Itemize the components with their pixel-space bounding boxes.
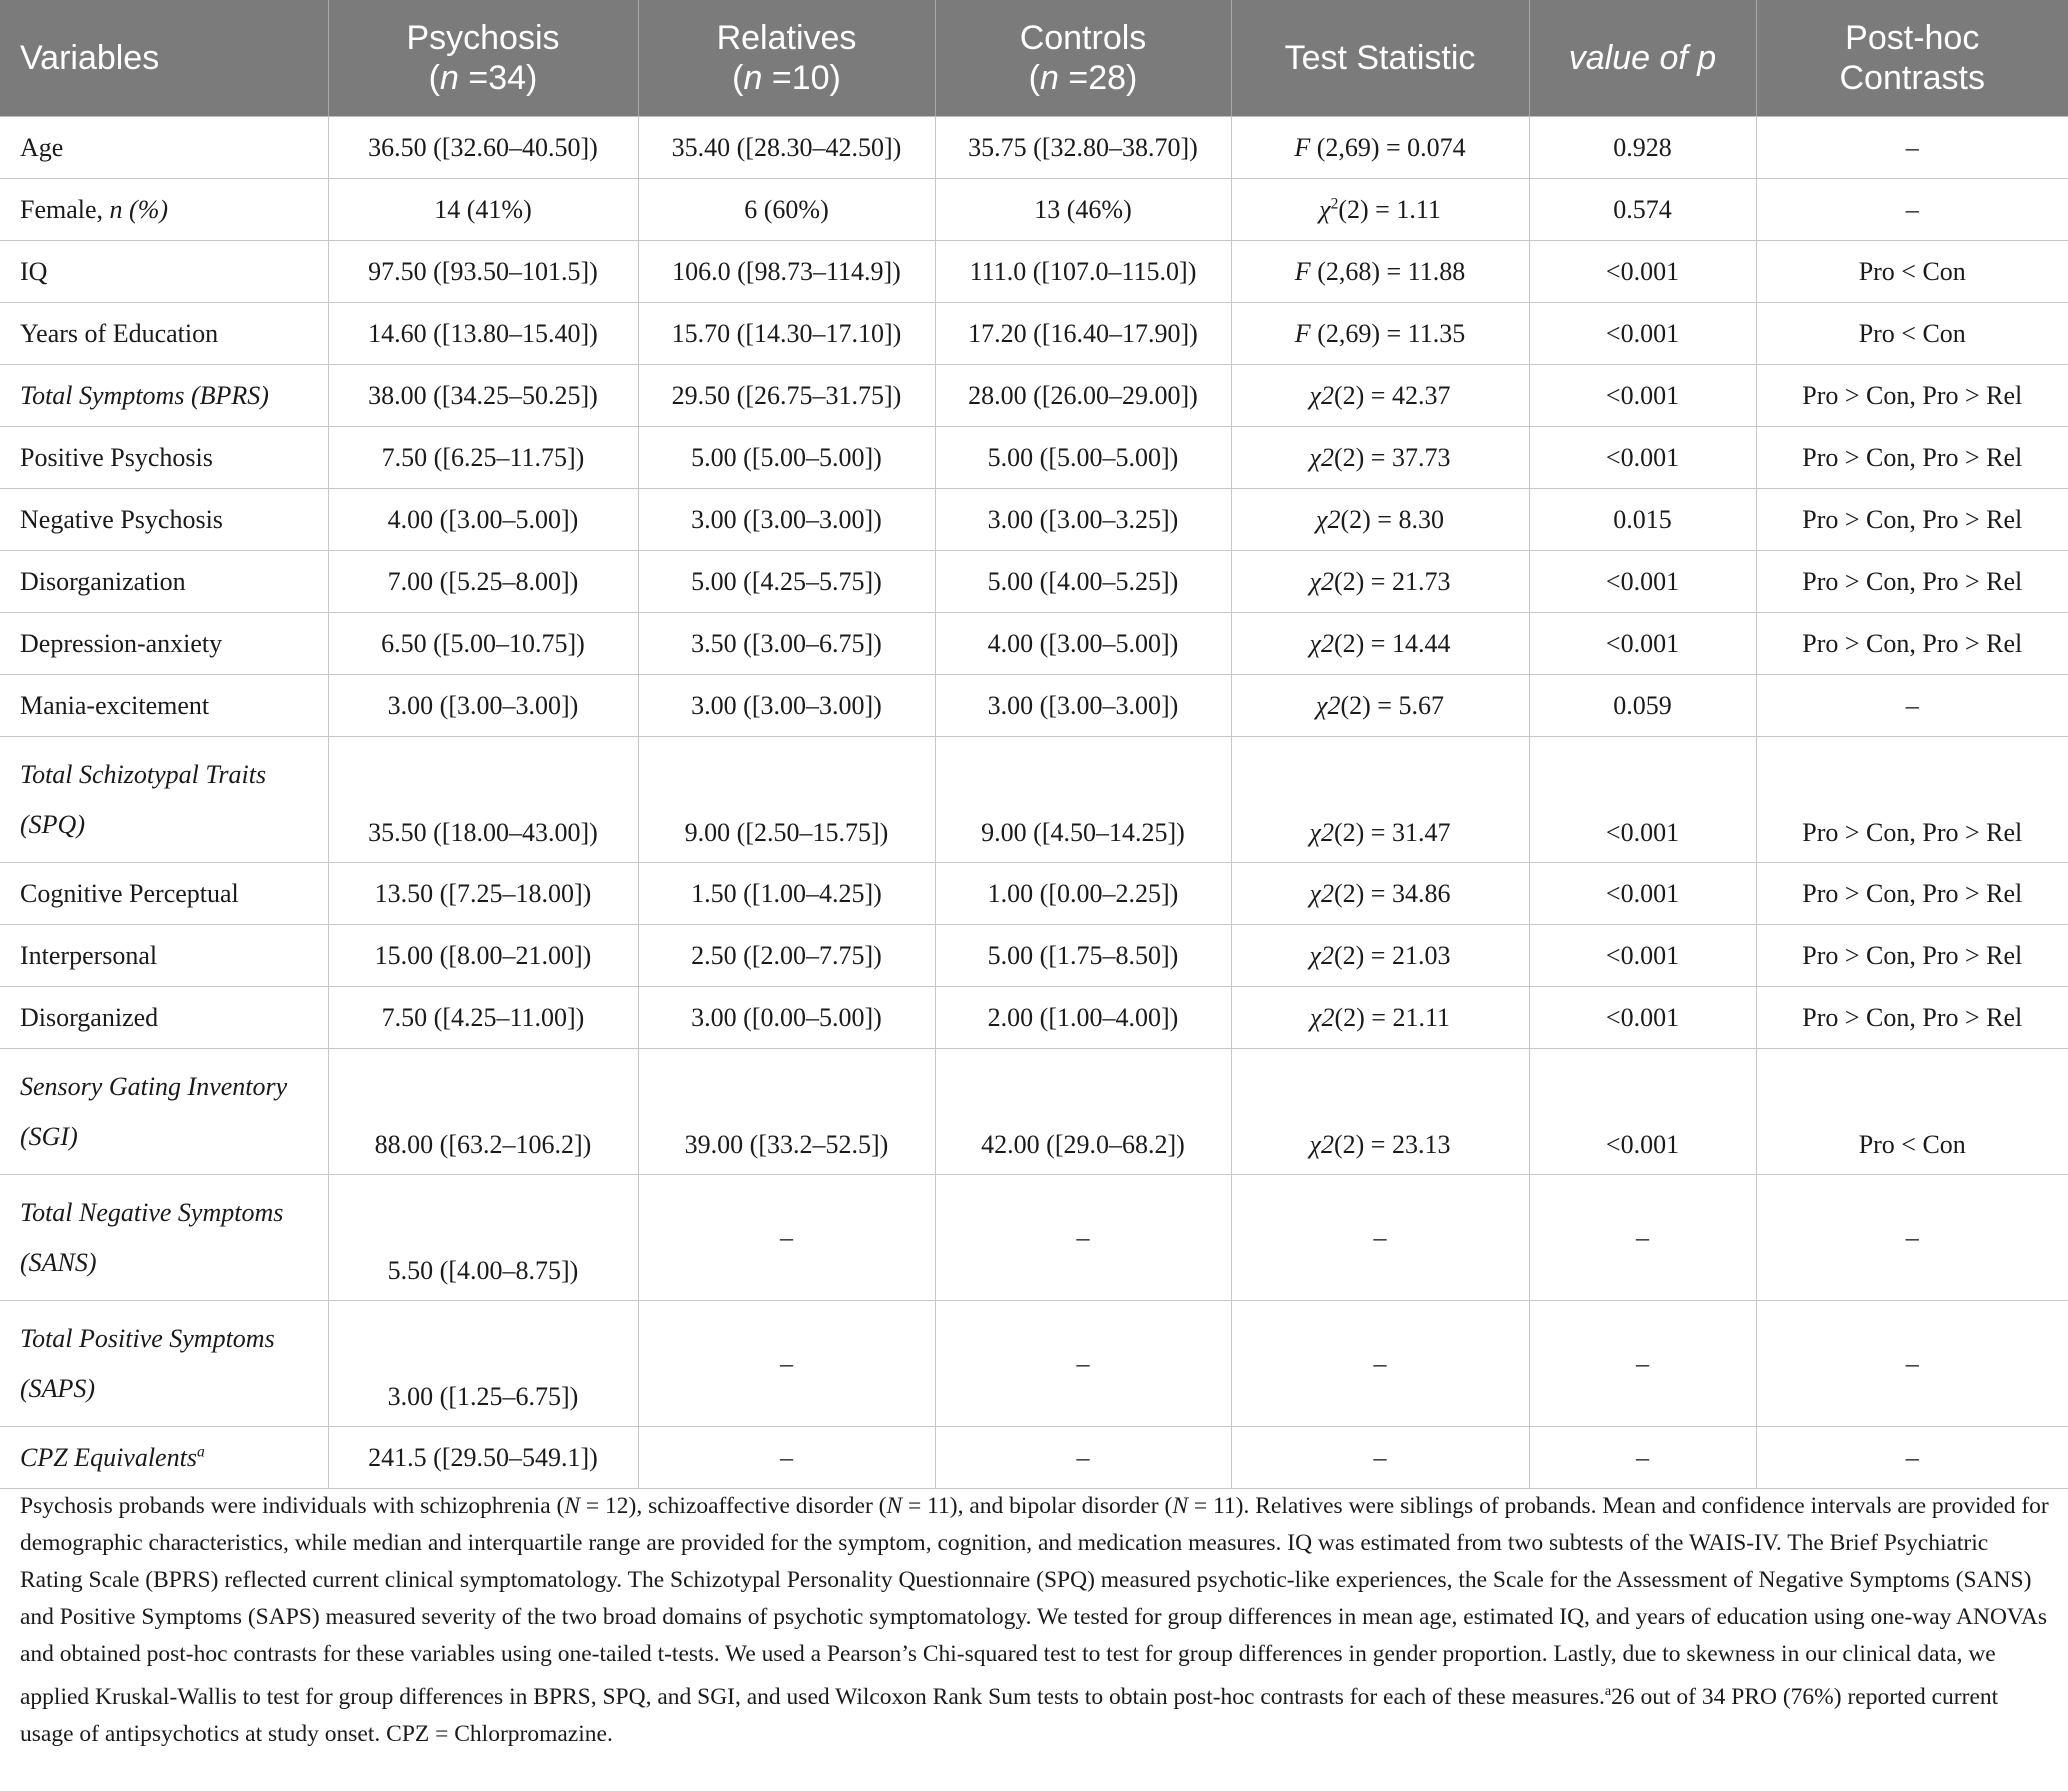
cell-test-statistic — [1231, 987, 1529, 1049]
cell-variable: Disorganized — [0, 987, 328, 1049]
cell-p-value: <0.001 — [1529, 863, 1756, 925]
cell-controls: 28.00 ([26.00–29.00]) — [935, 365, 1231, 427]
stat-symbol: χ2 — [1316, 504, 1341, 534]
cell-variable: Mania-excitement — [0, 675, 328, 737]
header-test-statistic-label: Test Statistic — [1284, 39, 1476, 77]
table-row — [0, 551, 2068, 613]
cell-posthoc: Pro > Con, Pro > Rel — [1756, 489, 2068, 551]
cell-controls: – — [935, 1301, 1231, 1427]
cell-test-statistic: – — [1231, 1301, 1529, 1427]
cell-p-value: <0.001 — [1529, 613, 1756, 675]
cell-posthoc: Pro > Con, Pro > Rel — [1756, 987, 2068, 1049]
cell-test-statistic — [1231, 427, 1529, 489]
stat-value: (2) = 21.03 — [1333, 940, 1451, 970]
cell-variable — [0, 1049, 328, 1175]
table-row — [0, 863, 2068, 925]
variable-line1: Total Negative Symptoms — [20, 1197, 284, 1227]
note-text-1: Psychosis probands were individuals with schizophrenia ( — [20, 1493, 565, 1519]
cell-test-statistic — [1231, 489, 1529, 551]
cell-posthoc: Pro < Con — [1756, 241, 2068, 303]
cell-relatives: 3.00 ([3.00–3.00]) — [638, 489, 935, 551]
cell-psychosis: 14.60 ([13.80–15.40]) — [328, 303, 638, 365]
cell-psychosis: 3.00 ([3.00–3.00]) — [328, 675, 638, 737]
cell-p-value: <0.001 — [1529, 365, 1756, 427]
cell-variable — [0, 1427, 328, 1489]
cell-controls: 3.00 ([3.00–3.25]) — [935, 489, 1231, 551]
cell-psychosis: 241.5 ([29.50–549.1]) — [328, 1427, 638, 1489]
cell-psychosis: 7.00 ([5.25–8.00]) — [328, 551, 638, 613]
cell-psychosis: 88.00 ([63.2–106.2]) — [328, 1049, 638, 1175]
cell-p-value: <0.001 — [1529, 737, 1756, 863]
cell-variable: Years of Education — [0, 303, 328, 365]
stat-value: (2) = 42.37 — [1333, 380, 1451, 410]
cell-posthoc: Pro > Con, Pro > Rel — [1756, 737, 2068, 863]
cell-posthoc: – — [1756, 117, 2068, 179]
header-value-of-p-label: value of p — [1568, 39, 1717, 77]
cell-controls: 3.00 ([3.00–3.00]) — [935, 675, 1231, 737]
table-row — [0, 1175, 2068, 1301]
variable-label: Female, — [20, 194, 110, 224]
stat-symbol: χ2 — [1309, 940, 1334, 970]
stat-value: (2,69) = 0.074 — [1310, 132, 1466, 162]
variable-line2: (SGI) — [20, 1121, 78, 1151]
cell-posthoc: Pro > Con, Pro > Rel — [1756, 925, 2068, 987]
table-row — [0, 1301, 2068, 1427]
header-relatives-label: Relatives — [716, 19, 857, 57]
header-relatives: Relatives (n =10) — [638, 0, 935, 117]
note-n-2: N — [886, 1493, 903, 1519]
cell-relatives: 15.70 ([14.30–17.10]) — [638, 303, 935, 365]
table-row — [0, 1427, 2068, 1489]
cell-psychosis: 14 (41%) — [328, 179, 638, 241]
header-psychosis-label: Psychosis — [406, 19, 560, 57]
cell-variable: Depression-anxiety — [0, 613, 328, 675]
cell-p-value: 0.574 — [1529, 179, 1756, 241]
cell-p-value: <0.001 — [1529, 427, 1756, 489]
note-footnote-marker: a — [1604, 1683, 1612, 1699]
header-controls-n: =28) — [1068, 59, 1138, 97]
header-value-of-p — [1529, 0, 1756, 117]
cell-psychosis: 5.50 ([4.00–8.75]) — [328, 1175, 638, 1301]
cell-relatives: 39.00 ([33.2–52.5]) — [638, 1049, 935, 1175]
cell-p-value: 0.015 — [1529, 489, 1756, 551]
header-psychosis-n-letter: n — [439, 59, 459, 97]
variable-line2: (SANS) — [20, 1247, 97, 1277]
cell-psychosis: 35.50 ([18.00–43.00]) — [328, 737, 638, 863]
table-row — [0, 489, 2068, 551]
variable-line1: Sensory Gating Inventory — [20, 1071, 288, 1101]
stat-value: (2,69) = 11.35 — [1310, 318, 1466, 348]
cell-controls: 35.75 ([32.80–38.70]) — [935, 117, 1231, 179]
cell-controls: 2.00 ([1.00–4.00]) — [935, 987, 1231, 1049]
cell-controls: 111.0 ([107.0–115.0]) — [935, 241, 1231, 303]
stat-symbol: χ2 — [1309, 566, 1334, 596]
header-posthoc-line1: Post-hoc — [1845, 19, 1980, 57]
stat-symbol: χ — [1319, 194, 1331, 224]
cell-p-value: <0.001 — [1529, 241, 1756, 303]
stat-symbol: F — [1294, 256, 1311, 286]
table-row — [0, 303, 2068, 365]
cell-psychosis: 36.50 ([32.60–40.50]) — [328, 117, 638, 179]
cell-test-statistic — [1231, 365, 1529, 427]
cell-test-statistic — [1231, 675, 1529, 737]
table-row — [0, 241, 2068, 303]
cell-psychosis: 7.50 ([4.25–11.00]) — [328, 987, 638, 1049]
cell-variable — [0, 179, 328, 241]
cell-p-value: <0.001 — [1529, 303, 1756, 365]
table-row — [0, 1049, 2068, 1175]
stat-symbol: F — [1294, 132, 1311, 162]
variable-line2: (SAPS) — [20, 1373, 96, 1403]
table-row — [0, 427, 2068, 489]
cell-posthoc: – — [1756, 1175, 2068, 1301]
variable-line1: Total Positive Symptoms — [20, 1323, 275, 1353]
stat-value: (2) = 5.67 — [1340, 690, 1444, 720]
cell-relatives: – — [638, 1301, 935, 1427]
stat-symbol: χ2 — [1316, 690, 1341, 720]
cell-relatives: 1.50 ([1.00–4.25]) — [638, 863, 935, 925]
stat-symbol: χ2 — [1309, 628, 1334, 658]
cell-relatives: 106.0 ([98.73–114.9]) — [638, 241, 935, 303]
cell-relatives: – — [638, 1427, 935, 1489]
cell-variable: Cognitive Perceptual — [0, 863, 328, 925]
stat-value: (2) = 8.30 — [1340, 504, 1444, 534]
cell-variable: Age — [0, 117, 328, 179]
header-posthoc — [1756, 0, 2068, 117]
cell-relatives: 6 (60%) — [638, 179, 935, 241]
cell-p-value: <0.001 — [1529, 551, 1756, 613]
cell-posthoc: Pro > Con, Pro > Rel — [1756, 863, 2068, 925]
cell-variable: Positive Psychosis — [0, 427, 328, 489]
cell-variable: Total Symptoms (BPRS) — [0, 365, 328, 427]
header-controls: Controls (n =28) — [935, 0, 1231, 117]
stat-symbol: χ2 — [1310, 1002, 1335, 1032]
cell-psychosis: 7.50 ([6.25–11.75]) — [328, 427, 638, 489]
cell-test-statistic — [1231, 551, 1529, 613]
table-row — [0, 117, 2068, 179]
cell-posthoc: Pro > Con, Pro > Rel — [1756, 613, 2068, 675]
table-footnote — [20, 1488, 2050, 1753]
header-controls-label: Controls — [1019, 19, 1147, 57]
variable-label: CPZ Equivalents — [20, 1442, 197, 1472]
note-text-3: = 11), and bipolar disorder ( — [902, 1493, 1173, 1519]
variable-footnote-marker: a — [196, 1442, 205, 1460]
cell-test-statistic — [1231, 1049, 1529, 1175]
cell-relatives: 35.40 ([28.30–42.50]) — [638, 117, 935, 179]
cell-posthoc: Pro < Con — [1756, 1049, 2068, 1175]
note-n-3: N — [1172, 1493, 1189, 1519]
stat-superscript: 2 — [1330, 194, 1339, 212]
stat-symbol: F — [1294, 318, 1311, 348]
stat-value: (2) = 14.44 — [1333, 628, 1451, 658]
cell-posthoc: – — [1756, 1301, 2068, 1427]
cell-relatives: – — [638, 1175, 935, 1301]
cell-controls: 13 (46%) — [935, 179, 1231, 241]
cell-p-value: – — [1529, 1175, 1756, 1301]
header-test-statistic — [1231, 0, 1529, 117]
cell-p-value: 0.059 — [1529, 675, 1756, 737]
cell-controls: 42.00 ([29.0–68.2]) — [935, 1049, 1231, 1175]
cell-variable — [0, 1175, 328, 1301]
cell-variable: Disorganization — [0, 551, 328, 613]
cell-psychosis: 38.00 ([34.25–50.25]) — [328, 365, 638, 427]
cell-test-statistic — [1231, 303, 1529, 365]
cell-posthoc: Pro > Con, Pro > Rel — [1756, 365, 2068, 427]
cell-test-statistic — [1231, 117, 1529, 179]
cell-variable: Negative Psychosis — [0, 489, 328, 551]
table-row — [0, 987, 2068, 1049]
table-row — [0, 737, 2068, 863]
cell-controls: – — [935, 1427, 1231, 1489]
stat-symbol: χ2 — [1309, 442, 1334, 472]
stat-value: (2) = 21.73 — [1333, 566, 1451, 596]
header-posthoc-line2: Contrasts — [1839, 59, 1985, 97]
cell-test-statistic: – — [1231, 1175, 1529, 1301]
stat-value: (2) = 37.73 — [1333, 442, 1451, 472]
note-text-5: 26 out of 34 PRO (76%) reported current usage of antipsychotics at study onset. CPZ = Chlorpromazine. — [20, 1683, 1999, 1747]
cell-test-statistic — [1231, 925, 1529, 987]
table-row — [0, 925, 2068, 987]
cell-psychosis: 3.00 ([1.25–6.75]) — [328, 1301, 638, 1427]
header-relatives-n-letter: n — [743, 59, 763, 97]
cell-controls: 1.00 ([0.00–2.25]) — [935, 863, 1231, 925]
table-row — [0, 365, 2068, 427]
cell-controls: 9.00 ([4.50–14.25]) — [935, 737, 1231, 863]
stat-value: (2) = 1.11 — [1338, 194, 1441, 224]
cell-posthoc: Pro < Con — [1756, 303, 2068, 365]
table-row — [0, 613, 2068, 675]
cell-test-statistic — [1231, 179, 1529, 241]
header-variables — [0, 0, 328, 117]
variable-label-italic: n (%) — [109, 194, 169, 224]
note-text-4: = 11). Relatives were siblings of probands. Mean and confidence intervals are provided for demographic characteristics, while median and interquartile range are provided for the symptom, cognition, and medication measures. IQ was estimated from two subtests of the WAIS-IV. The Brief Psychiatric Rating Scale (BPRS) reflected current clinical symptomatology. The Schizotypal Personality Questionnaire (SPQ) measured psychotic-like experiences, the Scale for the Assessment of Negative Symptoms (SANS) and Positive Symptoms (SAPS) measured severity of the two broad domains of psychotic symptomatology. We tested for group differences in mean age, estimated IQ, and years of education using one-way ANOVAs and obtained post-hoc contrasts for these variables using one-tailed t-tests. We used a Pearson’s Chi-squared test to test for group differences in gender proportion. Lastly, due to skewness in our clinical data, we applied Kruskal-Wallis to test for group differences in BPRS, SPQ, and SGI, and used Wilcoxon Rank Sum tests to obtain post-hoc contrasts for each of these measures. — [20, 1493, 2049, 1710]
cell-psychosis: 6.50 ([5.00–10.75]) — [328, 613, 638, 675]
table-row — [0, 179, 2068, 241]
cell-p-value: <0.001 — [1529, 1049, 1756, 1175]
header-psychosis-n: =34) — [468, 59, 538, 97]
cell-variable — [0, 737, 328, 863]
cell-p-value: <0.001 — [1529, 925, 1756, 987]
cell-posthoc: Pro > Con, Pro > Rel — [1756, 551, 2068, 613]
cell-variable — [0, 1301, 328, 1427]
cell-relatives: 3.00 ([0.00–5.00]) — [638, 987, 935, 1049]
cell-controls: 17.20 ([16.40–17.90]) — [935, 303, 1231, 365]
cell-relatives: 29.50 ([26.75–31.75]) — [638, 365, 935, 427]
variable-line1: Total Schizotypal Traits — [20, 759, 267, 789]
stat-symbol: χ2 — [1309, 380, 1334, 410]
cell-test-statistic — [1231, 737, 1529, 863]
table-row — [0, 675, 2068, 737]
cell-controls: 5.00 ([4.00–5.25]) — [935, 551, 1231, 613]
cell-p-value: 0.928 — [1529, 117, 1756, 179]
cell-psychosis: 15.00 ([8.00–21.00]) — [328, 925, 638, 987]
stat-value: (2) = 23.13 — [1333, 1130, 1451, 1159]
cell-relatives: 2.50 ([2.00–7.75]) — [638, 925, 935, 987]
cell-relatives: 3.50 ([3.00–6.75]) — [638, 613, 935, 675]
cell-p-value: – — [1529, 1301, 1756, 1427]
cell-relatives: 5.00 ([4.25–5.75]) — [638, 551, 935, 613]
cell-variable: IQ — [0, 241, 328, 303]
cell-test-statistic — [1231, 613, 1529, 675]
cell-psychosis: 13.50 ([7.25–18.00]) — [328, 863, 638, 925]
cell-test-statistic — [1231, 241, 1529, 303]
note-text-2: = 12), schizoaffective disorder ( — [580, 1493, 887, 1519]
stat-symbol: χ2 — [1309, 818, 1334, 847]
cell-posthoc: – — [1756, 675, 2068, 737]
stat-value: (2) = 21.11 — [1334, 1002, 1450, 1032]
variable-line2: (SPQ) — [20, 809, 85, 839]
table-header-row — [0, 0, 2068, 117]
cell-p-value: – — [1529, 1427, 1756, 1489]
header-controls-n-letter: n — [1039, 59, 1059, 97]
stat-symbol: χ2 — [1309, 1130, 1334, 1159]
cell-posthoc: – — [1756, 1427, 2068, 1489]
cell-p-value: <0.001 — [1529, 987, 1756, 1049]
cell-test-statistic — [1231, 863, 1529, 925]
cell-controls: – — [935, 1175, 1231, 1301]
cell-controls: 5.00 ([5.00–5.00]) — [935, 427, 1231, 489]
stat-symbol: χ2 — [1309, 878, 1334, 908]
stat-value: (2,68) = 11.88 — [1310, 256, 1466, 286]
cell-psychosis: 4.00 ([3.00–5.00]) — [328, 489, 638, 551]
cell-test-statistic: – — [1231, 1427, 1529, 1489]
cell-controls: 4.00 ([3.00–5.00]) — [935, 613, 1231, 675]
cell-relatives: 9.00 ([2.50–15.75]) — [638, 737, 935, 863]
stat-value: (2) = 34.86 — [1333, 878, 1451, 908]
cell-relatives: 5.00 ([5.00–5.00]) — [638, 427, 935, 489]
header-variables-label: Variables — [20, 39, 160, 77]
note-n-1: N — [564, 1493, 581, 1519]
stat-value: (2) = 31.47 — [1333, 818, 1451, 847]
cell-variable: Interpersonal — [0, 925, 328, 987]
header-relatives-n: =10) — [771, 59, 841, 97]
cell-posthoc: Pro > Con, Pro > Rel — [1756, 427, 2068, 489]
cell-posthoc: – — [1756, 179, 2068, 241]
header-psychosis: Psychosis (n =34) — [328, 0, 638, 117]
cell-controls: 5.00 ([1.75–8.50]) — [935, 925, 1231, 987]
cell-relatives: 3.00 ([3.00–3.00]) — [638, 675, 935, 737]
cell-psychosis: 97.50 ([93.50–101.5]) — [328, 241, 638, 303]
